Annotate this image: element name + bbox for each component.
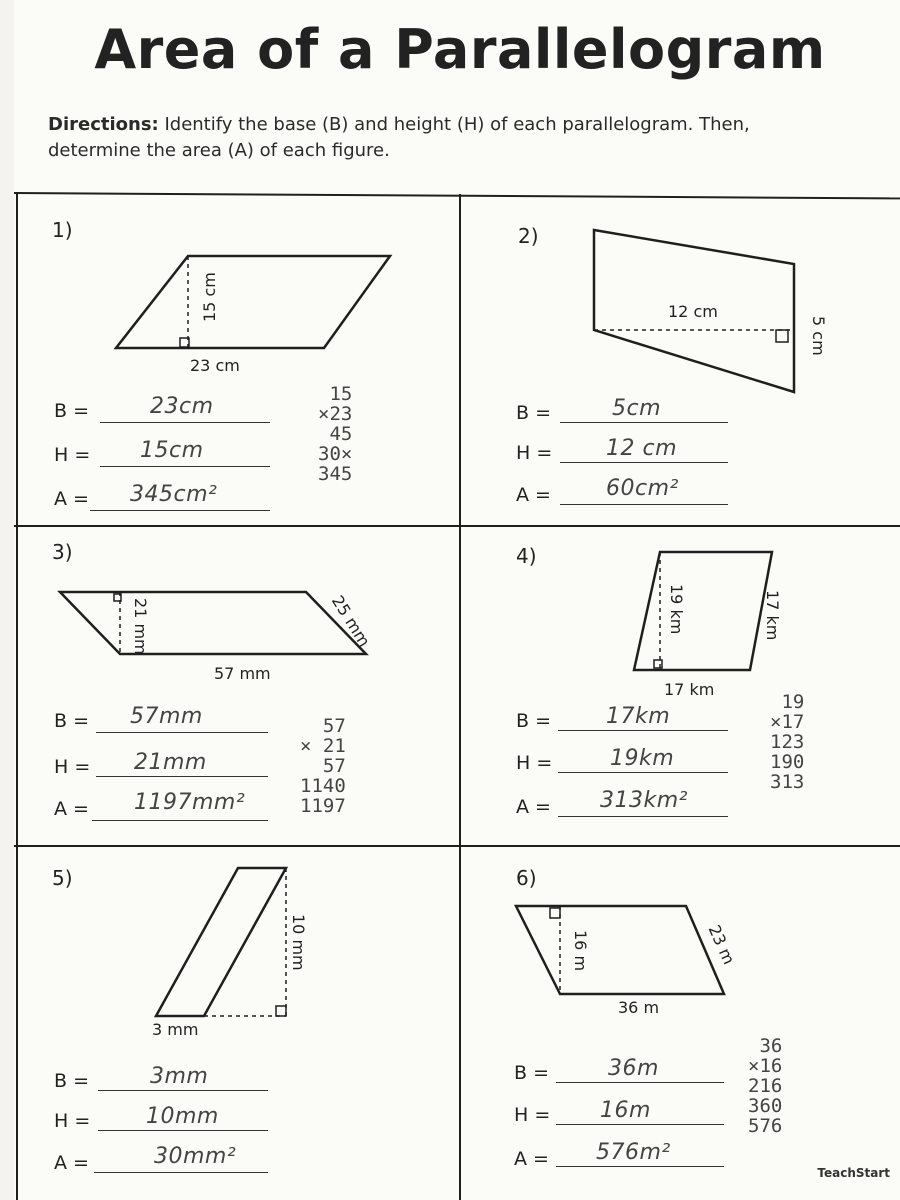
problem-5-h-answer: 10mm <box>146 1104 219 1129</box>
parallelogram-5 <box>156 868 286 1016</box>
problem-1-h-answer: 15cm <box>140 438 204 463</box>
problem-6-number: 6) <box>516 866 537 890</box>
problem-2-h-answer: 12 cm <box>606 436 678 461</box>
problem-5-a-answer: 30mm² <box>154 1144 237 1169</box>
problem-4-number: 4) <box>516 544 537 568</box>
problem-2-a-blank <box>560 504 728 505</box>
parallelogram-1 <box>116 256 390 348</box>
problem-5-b-blank <box>98 1090 268 1091</box>
problem-6-h-label: H = <box>514 1104 551 1126</box>
problem-2-height-label: 12 cm <box>668 302 718 321</box>
right-angle-2 <box>776 330 788 342</box>
problem-6-b-label: B = <box>514 1062 549 1084</box>
problem-1-work: 15 ×23 45 30× 345 <box>318 383 353 485</box>
problem-1-number: 1) <box>52 218 73 242</box>
problem-2-base-label: 5 cm <box>809 316 828 356</box>
teachstart-logo: TeachStart <box>817 1166 890 1180</box>
problem-5-b-label: B = <box>54 1070 89 1092</box>
problem-3-side-label: 25 mm <box>327 592 375 651</box>
page-title: Area of a Parallelogram <box>94 18 826 81</box>
problem-4-side-label: 17 km <box>763 590 782 641</box>
problem-6-side-label: 23 m <box>704 922 739 968</box>
problem-3-a-blank <box>92 820 268 821</box>
problem-6-b-answer: 36m <box>608 1056 659 1081</box>
problem-1-b-label: B = <box>54 400 89 422</box>
problem-5-b-answer: 3mm <box>150 1064 209 1089</box>
parallelogram-3 <box>60 592 366 654</box>
problem-3-height-label: 21 mm <box>131 598 150 655</box>
problem-3-h-blank <box>96 776 268 777</box>
problem-5-base-label: 3 mm <box>152 1020 199 1039</box>
problem-4-b-blank <box>558 730 728 731</box>
problem-1-b-blank <box>100 422 270 423</box>
parallelogram-6 <box>516 906 724 994</box>
problem-2-number: 2) <box>518 224 539 248</box>
problem-1-a-answer: 345cm² <box>130 482 218 507</box>
problem-2-a-label: A = <box>516 484 551 506</box>
right-angle-5 <box>276 1006 286 1016</box>
problem-3-h-answer: 21mm <box>134 750 207 775</box>
problem-2-h-label: H = <box>516 442 553 464</box>
problem-2-b-label: B = <box>516 402 551 424</box>
problem-3-a-answer: 1197mm² <box>134 790 246 815</box>
problem-4-h-answer: 19km <box>610 746 675 771</box>
problem-2-b-answer: 5cm <box>612 396 662 421</box>
problem-5-h-label: H = <box>54 1110 91 1132</box>
problem-6-b-blank <box>556 1082 724 1083</box>
problem-3-h-label: H = <box>54 756 91 778</box>
problem-3-number: 3) <box>52 540 73 564</box>
problem-5-a-label: A = <box>54 1152 89 1174</box>
problem-4-b-answer: 17km <box>606 704 671 729</box>
problem-3-b-answer: 57mm <box>130 704 203 729</box>
problem-6-a-blank <box>556 1166 724 1167</box>
problem-6-a-answer: 576m² <box>596 1140 671 1165</box>
problem-5-number: 5) <box>52 866 73 890</box>
problem-2-a-answer: 60cm² <box>606 476 679 501</box>
problem-2-b-blank <box>560 422 728 423</box>
problem-5-height-label: 10 mm <box>289 914 308 971</box>
problem-4-a-answer: 313km² <box>600 788 688 813</box>
problem-1-height-label: 15 cm <box>200 272 219 322</box>
problem-1-base-label: 23 cm <box>190 356 240 375</box>
problem-3-base-label: 57 mm <box>214 664 271 683</box>
problem-6-work: 36 ×16 216 360 576 <box>748 1035 783 1137</box>
problem-1-h-blank <box>100 466 270 467</box>
parallelogram-4 <box>634 552 772 670</box>
problem-3-b-label: B = <box>54 710 89 732</box>
problem-1-h-label: H = <box>54 444 91 466</box>
problem-5-h-blank <box>98 1130 268 1131</box>
directions-text: Identify the base (B) and height (H) of each parallelogram. Then, determine the area (A) of each figure. <box>48 114 750 161</box>
right-angle-4 <box>654 660 662 668</box>
problem-4-h-label: H = <box>516 752 553 774</box>
right-angle-6 <box>550 908 560 918</box>
problem-4-work: 19 ×17 123 190 313 <box>770 691 805 793</box>
problem-3-a-label: A = <box>54 798 89 820</box>
problem-1-a-blank <box>90 510 270 511</box>
problem-6-h-blank <box>556 1124 724 1125</box>
problem-4-a-label: A = <box>516 796 551 818</box>
problem-6-a-label: A = <box>514 1148 549 1170</box>
problem-6-height-label: 16 m <box>571 930 590 972</box>
problem-3-work: 57 × 21 57 1140 1197 <box>300 715 346 817</box>
problem-3-b-blank <box>96 732 268 733</box>
problem-4-b-label: B = <box>516 710 551 732</box>
problem-4-height-label: 19 km <box>667 584 686 635</box>
problem-6-h-answer: 16m <box>600 1098 651 1123</box>
problem-1-b-answer: 23cm <box>150 394 214 419</box>
problem-4-a-blank <box>558 816 728 817</box>
problem-6-base-label: 36 m <box>618 998 660 1017</box>
directions-label: Directions: <box>48 114 159 135</box>
problem-1-a-label: A = <box>54 488 89 510</box>
problem-4-base-label: 17 km <box>664 680 715 699</box>
problem-4-h-blank <box>558 772 728 773</box>
problem-2-h-blank <box>560 462 728 463</box>
problem-5-a-blank <box>94 1172 268 1173</box>
